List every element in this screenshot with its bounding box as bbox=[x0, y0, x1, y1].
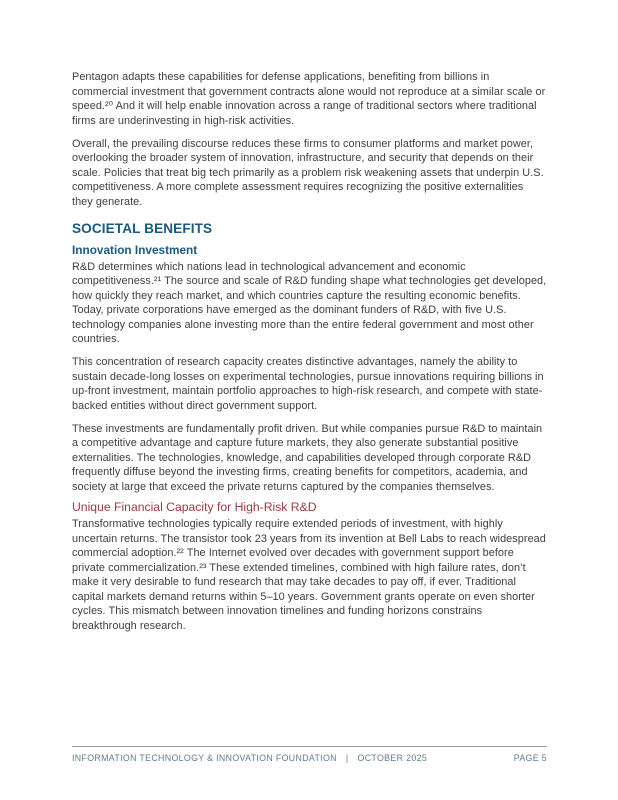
footer-organization: INFORMATION TECHNOLOGY & INNOVATION FOUNDATION bbox=[72, 753, 337, 763]
paragraph-concentration: This concentration of research capacity creates distinctive advantages, namely the ability to sustain decade-long losses on experimental technologies, pursue innovations requiring billions in up-front investment, maintain portfolio approaches to high-risk research, and compete with state-backed entities without direct government support. bbox=[72, 356, 544, 412]
footer-page-number: PAGE 5 bbox=[513, 753, 547, 763]
paragraph-investments-profit: These investments are fundamentally profit driven. But while companies pursue R&D to maintain a competitive advantage and capture future markets, they also generate substantial positive externalities. The technologies, knowledge, and capabilities developed through corporate R&D frequently diffuse beyond the investing firms, creating benefits for competitors, academia, and society at large that exceed the private returns captured by the companies themselves. bbox=[72, 422, 543, 493]
paragraph-pentagon: Pentagon adapts these capabilities for defense applications, benefiting from billions in commercial investment that government contracts alone would not reproduce at a similar scale or speed.²⁰ And it will help enable innovation across a range of traditional sectors where traditional firms are underinvesting in high-risk activities. bbox=[72, 71, 546, 127]
paragraph-overall-discourse: Overall, the prevailing discourse reduces these firms to consumer platforms and market power, overlooking the broader system of innovation, infrastructure, and security that depends on their scale. Policies that treat big tech primarily as a problem risk weakening assets that underpin U.S. competitiveness. A more complete assessment requires recognizing the positive externalities they generate. bbox=[72, 137, 544, 208]
subheading-unique-financial-capacity: Unique Financial Capacity for High-Risk R&D bbox=[72, 499, 317, 514]
footer-left-group bbox=[72, 753, 427, 763]
page-footer bbox=[72, 746, 547, 763]
subheading-innovation-investment: Innovation Investment bbox=[72, 243, 198, 258]
page-content bbox=[72, 70, 547, 642]
footer-separator: | bbox=[345, 753, 349, 763]
paragraph-transformative: Transformative technologies typically require extended periods of investment, with highly uncertain returns. The transistor took 23 years from its invention at Bell Labs to reach widespread commercial adoption.²² The Internet evolved over decades with government support before private commercialization.²³ These extended timelines, combined with high failure rates, don’t make it very desirable to fund research that may take decades to pay off, if ever. Traditional capital markets demand returns within 5–10 years. Government grants operate on even shorter cycles. This mismatch between innovation timelines and funding horizons constrains breakthrough research. bbox=[72, 518, 546, 632]
section-heading-societal-benefits: SOCIETAL BENEFITS bbox=[72, 221, 213, 237]
footer-date: OCTOBER 2025 bbox=[357, 753, 428, 763]
paragraph-rd-determines: R&D determines which nations lead in technological advancement and economic competitiveness.²¹ The source and scale of R&D funding shape what technologies get developed, how quickly they reach market, and which countries capture the resulting economic benefits. Today, private corporations have emerged as the dominant funders of R&D, with five U.S. technology companies alone investing more than the entire federal government and most other countries. bbox=[72, 260, 547, 346]
